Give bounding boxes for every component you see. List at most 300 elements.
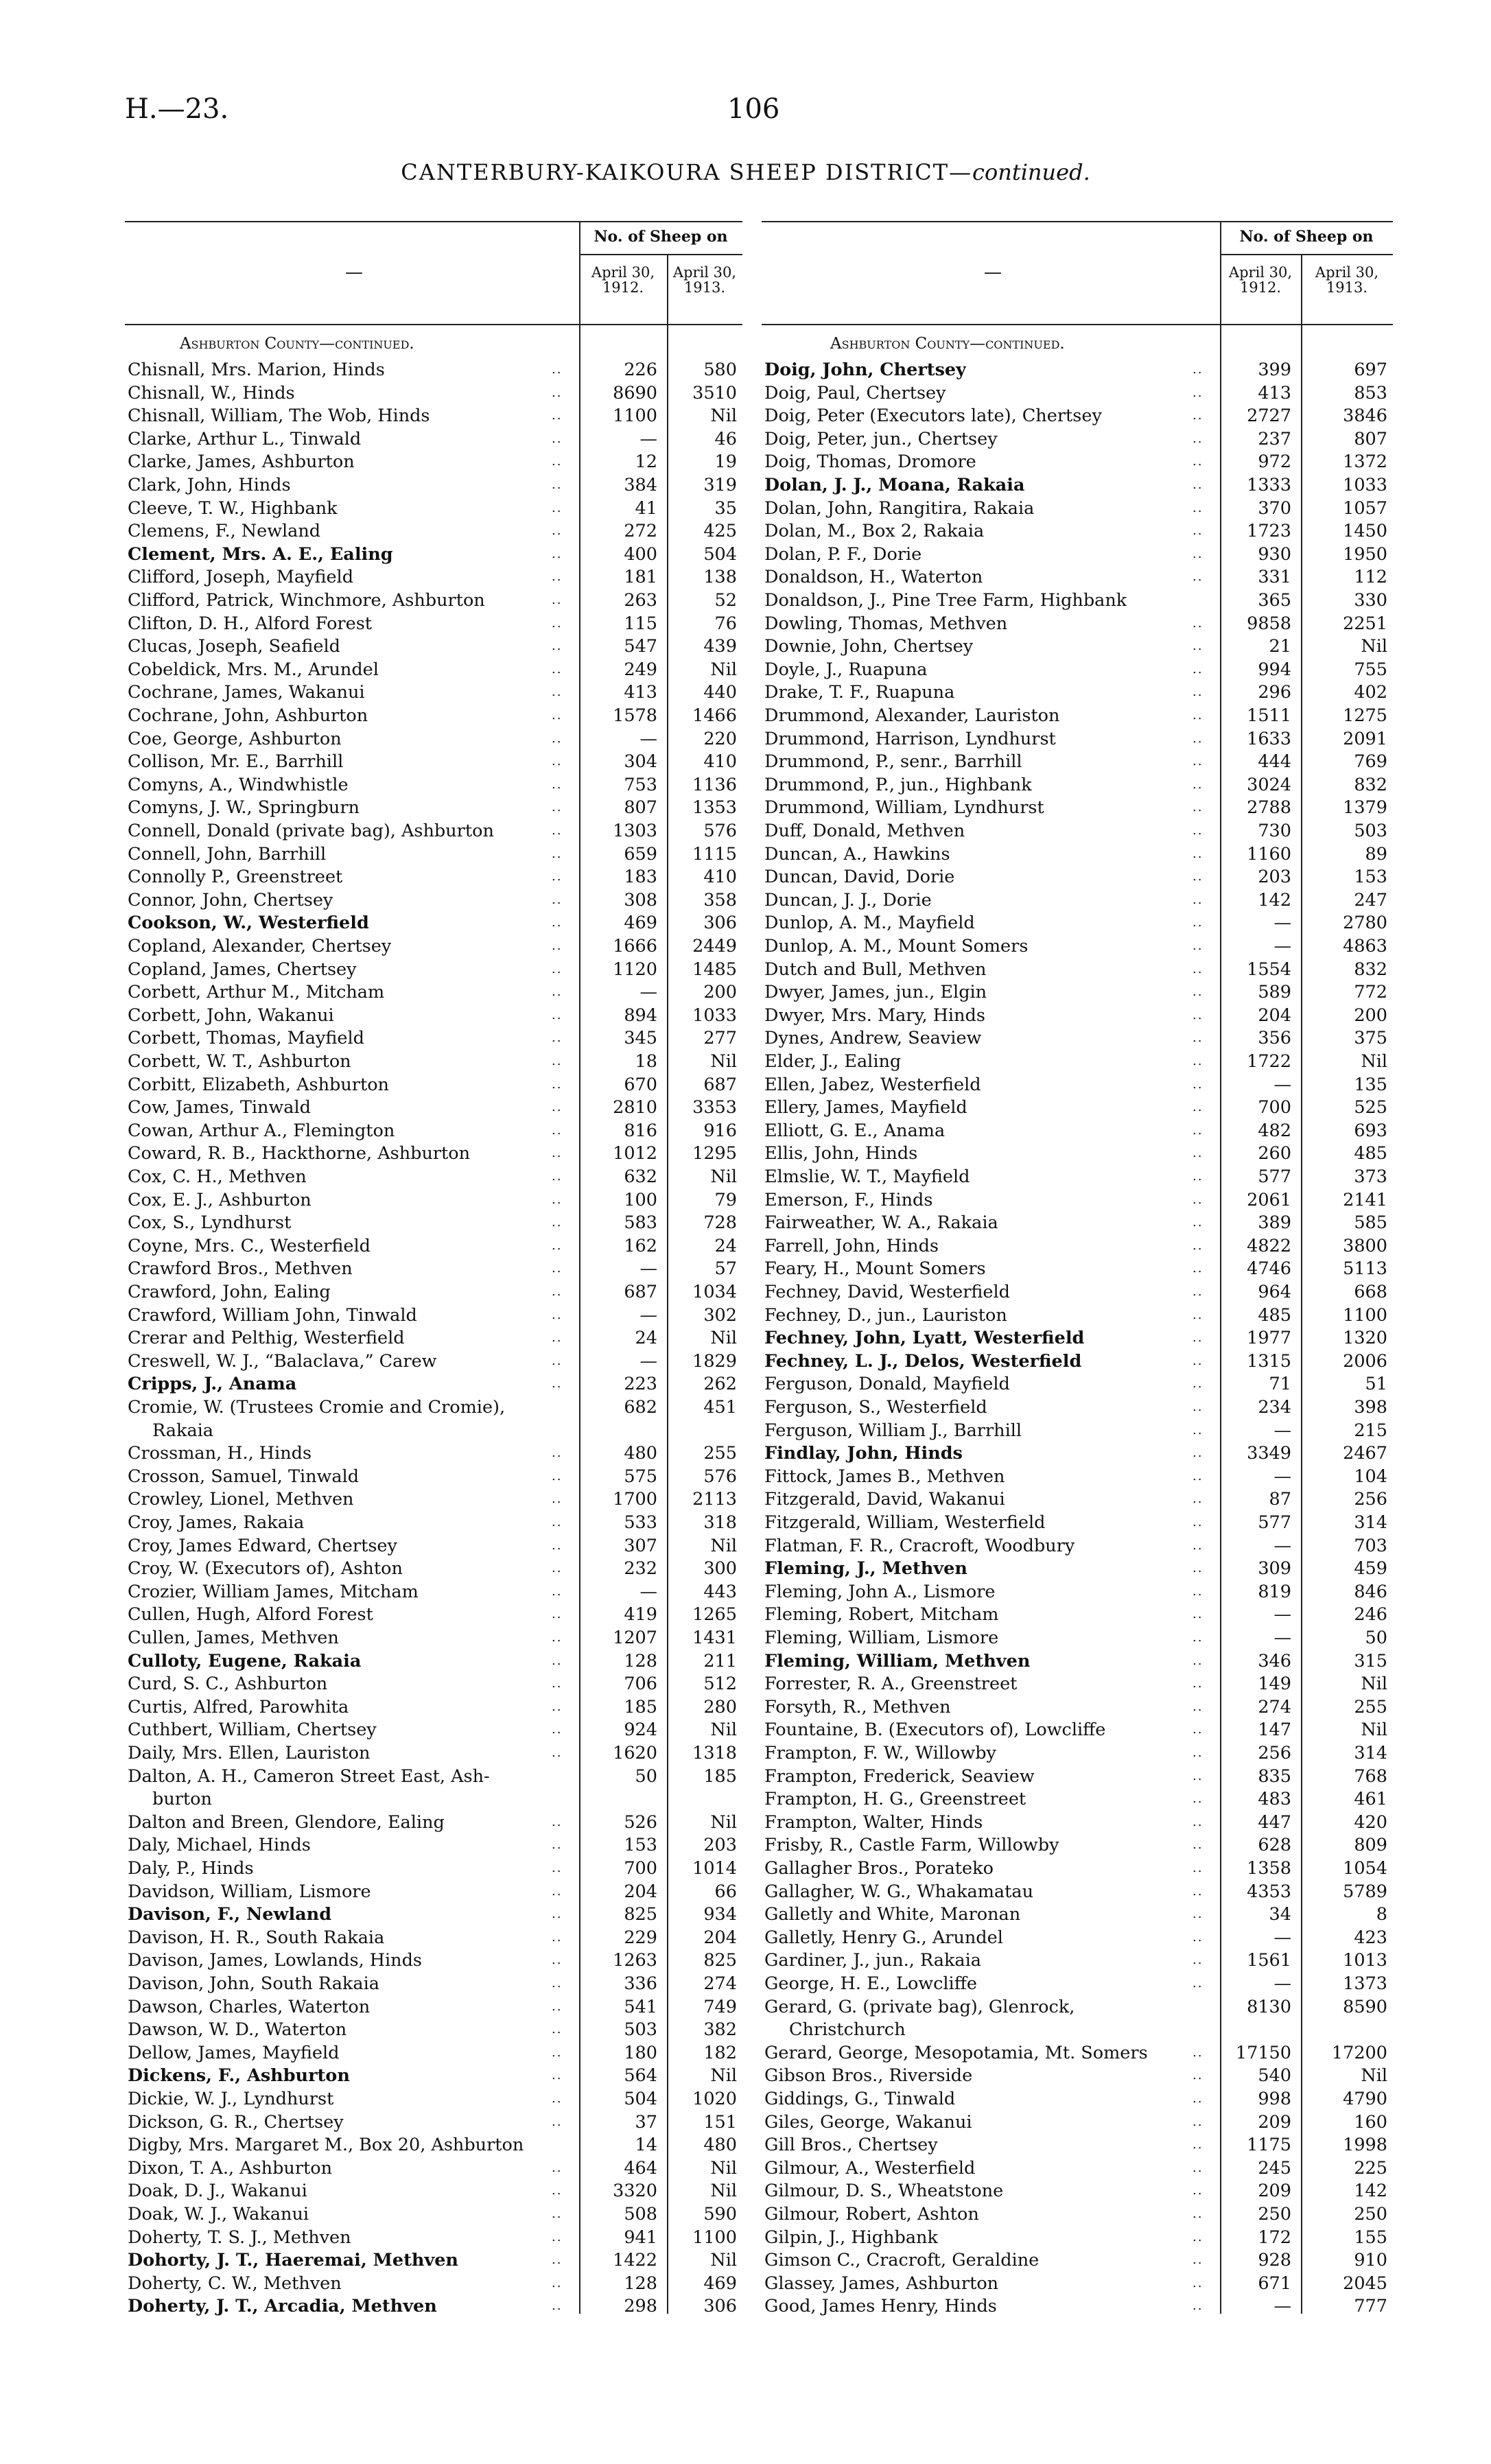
- value-1913: 373: [1354, 1166, 1387, 1187]
- table-row: [125, 705, 742, 729]
- table-row: [125, 1075, 742, 1098]
- table-row: [762, 1466, 1393, 1490]
- table-top-rule: [125, 221, 742, 222]
- row-name: Findlay, John, Hinds: [764, 1443, 963, 1464]
- value-1912: —: [1273, 1420, 1291, 1441]
- value-1913: 306: [703, 913, 737, 934]
- value-1913: 138: [703, 567, 737, 588]
- section-heading: Ashburton County—continued.: [180, 335, 414, 353]
- dot-leader: ..: [552, 408, 563, 423]
- row-name: Copland, James, Chertsey: [128, 959, 357, 980]
- value-1913: 1100: [692, 2227, 737, 2248]
- dot-leader: ..: [552, 708, 563, 723]
- dot-leader: ..: [1193, 1169, 1204, 1184]
- value-1913: 1998: [1343, 2135, 1387, 2156]
- value-1913: 1485: [692, 959, 737, 980]
- table-row: [125, 844, 742, 867]
- value-1912: 229: [624, 1927, 657, 1948]
- value-1912: 1207: [613, 1628, 657, 1648]
- dot-leader: ..: [1193, 1492, 1204, 1507]
- dot-leader: ..: [552, 570, 563, 585]
- table-row: [125, 1835, 742, 1858]
- dot-leader: ..: [552, 454, 563, 469]
- row-name: Gilmour, Robert, Ashton: [764, 2204, 979, 2225]
- row-name: Fleming, John A., Lismore: [764, 1581, 996, 1602]
- value-1913: 402: [1354, 682, 1387, 703]
- value-1912: 272: [624, 521, 657, 542]
- dot-leader: ..: [1193, 661, 1204, 677]
- dot-leader: ..: [1193, 1007, 1204, 1022]
- value-1912: 223: [624, 1374, 657, 1395]
- value-1912: 249: [624, 659, 657, 680]
- dot-leader: ..: [552, 639, 563, 654]
- value-1912: 8130: [1247, 1996, 1291, 2017]
- value-1913: 480: [703, 2135, 737, 2156]
- header-dash: —: [345, 262, 363, 283]
- value-1912: 589: [1258, 982, 1291, 1003]
- value-1912: 1160: [1247, 843, 1291, 865]
- table-row: [125, 2043, 742, 2066]
- dot-leader: ..: [552, 1929, 563, 1945]
- table-row: [125, 797, 742, 821]
- table-row: [125, 982, 742, 1005]
- row-name: Gilpin, J., Highbank: [764, 2227, 938, 2248]
- value-1913: 687: [703, 1074, 737, 1095]
- value-1913: 19: [714, 451, 737, 473]
- table-row: [762, 1743, 1393, 1766]
- row-name: Cox, C. H., Methven: [128, 1166, 307, 1187]
- value-1913: 1295: [692, 1143, 737, 1164]
- row-name: Dawson, W. D., Waterton: [128, 2019, 347, 2041]
- value-1912: 274: [1258, 1696, 1291, 1717]
- value-1913: 1034: [692, 1282, 737, 1302]
- dot-leader: ..: [1193, 731, 1204, 746]
- row-name: Cox, S., Lyndhurst: [128, 1212, 292, 1234]
- value-1913: 772: [1354, 982, 1387, 1003]
- value-1912: —: [1273, 936, 1291, 957]
- row-name: Cullen, James, Methven: [128, 1628, 339, 1648]
- value-1912: 447: [1258, 1811, 1291, 1833]
- value-1913: 459: [1354, 1558, 1387, 1580]
- dot-leader: ..: [552, 1330, 563, 1346]
- table-row: [762, 1582, 1393, 1605]
- value-1913: 585: [1354, 1212, 1387, 1234]
- dot-leader: ..: [552, 985, 563, 1000]
- row-name: Frampton, F. W., Willowby: [764, 1743, 996, 1763]
- row-name: Fechney, David, Westerfield: [764, 1282, 1010, 1302]
- row-name: Dohorty, J. T., Haeremai, Methven: [128, 2250, 458, 2271]
- value-1912: 1554: [1247, 959, 1291, 980]
- value-1912: 825: [624, 1904, 657, 1925]
- dot-leader: ..: [552, 1515, 563, 1529]
- dot-leader: ..: [552, 777, 563, 792]
- row-name: Dutch and Bull, Methven: [764, 959, 987, 980]
- table-row: [762, 1374, 1393, 1397]
- value-1913: 1320: [1343, 1328, 1387, 1349]
- row-name: Cow, James, Tinwald: [128, 1097, 311, 1118]
- table-row: [125, 1651, 742, 1674]
- table-row: [125, 890, 742, 913]
- value-1912: 941: [624, 2227, 657, 2248]
- row-name: Curd, S. C., Ashburton: [128, 1674, 328, 1695]
- table-row: [762, 705, 1393, 729]
- table-row: [125, 1328, 742, 1351]
- value-1912: 71: [1269, 1374, 1291, 1395]
- value-1913: 809: [1354, 1835, 1387, 1856]
- value-1912: 504: [624, 2089, 657, 2109]
- value-1912: 250: [1258, 2204, 1291, 2225]
- value-1912: 307: [624, 1535, 657, 1556]
- dot-leader: ..: [552, 2022, 563, 2037]
- dot-leader: ..: [1193, 2275, 1204, 2290]
- row-name: Gardiner, J., jun., Rakaia: [764, 1950, 981, 1971]
- table-row: [762, 2158, 1393, 2181]
- value-1913: 330: [1354, 590, 1387, 611]
- value-1912: 365: [1258, 590, 1291, 611]
- table-row: [762, 1835, 1393, 1858]
- dot-leader: ..: [1193, 1861, 1204, 1875]
- value-1913: 89: [1365, 843, 1387, 865]
- value-1913: Nil: [710, 406, 737, 427]
- value-1913: 314: [1354, 1512, 1387, 1533]
- row-name: Corbett, Arthur M., Mitcham: [128, 982, 385, 1003]
- value-1912: 894: [624, 1005, 657, 1026]
- value-1913: 853: [1354, 382, 1387, 403]
- dot-leader: ..: [552, 1284, 563, 1299]
- table-row: [125, 959, 742, 983]
- value-1912: 1700: [613, 1489, 657, 1510]
- row-name: Creswell, W. J., “Balaclava,” Carew: [128, 1350, 437, 1372]
- row-name: Connolly P., Greenstreet: [128, 867, 343, 888]
- value-1912: 819: [1258, 1581, 1291, 1602]
- value-1913: 262: [703, 1374, 737, 1395]
- dot-leader: ..: [552, 1999, 563, 2014]
- table-row: [762, 1628, 1393, 1651]
- value-1912: 753: [624, 774, 657, 795]
- dot-leader: ..: [552, 362, 563, 377]
- row-name: Gilmour, A., Westerfield: [764, 2157, 976, 2179]
- row-name: Connell, John, Barrhill: [128, 843, 327, 865]
- dot-leader: ..: [552, 1653, 563, 1668]
- value-1913: 1265: [692, 1604, 737, 1626]
- table-row: [762, 2227, 1393, 2251]
- dot-leader: ..: [552, 869, 563, 884]
- value-1912: 1358: [1247, 1858, 1291, 1879]
- row-name: Cowan, Arthur A., Flemington: [128, 1120, 395, 1141]
- value-1913: 2449: [692, 936, 737, 957]
- value-1913: 255: [1354, 1696, 1387, 1717]
- table-row: [125, 475, 742, 498]
- row-name: Dowling, Thomas, Methven: [764, 613, 1008, 634]
- value-1912: 209: [1258, 2181, 1291, 2202]
- section-heading: Ashburton County—continued.: [830, 335, 1065, 353]
- dot-leader: ..: [552, 1722, 563, 1737]
- dot-leader: ..: [552, 1446, 563, 1461]
- dot-leader: ..: [552, 1607, 563, 1622]
- value-1913: 66: [714, 1881, 737, 1902]
- table-row: [762, 1512, 1393, 1536]
- value-1912: 2788: [1247, 797, 1291, 819]
- value-1912: 14: [635, 2135, 657, 2156]
- table-row: [762, 2273, 1393, 2297]
- page-code: H.—23.: [125, 93, 229, 125]
- table-row: [762, 890, 1393, 913]
- value-1912: 2061: [1247, 1189, 1291, 1210]
- value-1913: 423: [1354, 1927, 1387, 1948]
- value-1913: 910: [1354, 2250, 1387, 2271]
- dot-leader: ..: [1193, 708, 1204, 723]
- value-1912: 700: [1258, 1097, 1291, 1118]
- table-row: [762, 1328, 1393, 1351]
- value-1912: 1333: [1247, 475, 1291, 495]
- dot-leader: ..: [1193, 1261, 1204, 1276]
- row-name: Ellen, Jabez, Westerfield: [764, 1074, 981, 1095]
- dot-leader: ..: [552, 1077, 563, 1092]
- value-1912: 730: [1258, 821, 1291, 841]
- table-row: [762, 867, 1393, 890]
- value-1913: 79: [714, 1189, 737, 1210]
- dot-leader: ..: [1193, 1768, 1204, 1783]
- row-name: Frampton, H. G., Greenstreet: [764, 1789, 1026, 1810]
- value-1913: 1100: [1343, 1304, 1387, 1326]
- value-1912: 547: [624, 636, 657, 657]
- table-row: [762, 1489, 1393, 1512]
- dot-leader: ..: [1193, 1838, 1204, 1853]
- value-1913: 1950: [1343, 543, 1387, 565]
- table-row: [125, 821, 742, 844]
- table-row: [125, 636, 742, 659]
- dot-leader: ..: [1193, 1077, 1204, 1092]
- value-1912: 209: [1258, 2111, 1291, 2133]
- row-name: Elmslie, W. T., Mayfield: [764, 1166, 970, 1187]
- table-row: [125, 1120, 742, 1144]
- value-1912: 153: [624, 1835, 657, 1856]
- row-name: Forsyth, R., Methven: [764, 1696, 951, 1717]
- value-1913: 160: [1354, 2111, 1387, 2133]
- row-name: Dwyer, James, jun., Elgin: [764, 982, 987, 1003]
- dot-leader: ..: [1193, 2253, 1204, 2268]
- table-row: [125, 383, 742, 406]
- value-1913: 934: [703, 1904, 737, 1925]
- value-1913: 153: [1354, 867, 1387, 888]
- row-name: Crozier, William James, Mitcham: [128, 1581, 419, 1602]
- value-1913: 1033: [692, 1005, 737, 1026]
- row-name: Elliott, G. E., Anama: [764, 1120, 946, 1141]
- value-1913: 8: [1376, 1904, 1387, 1925]
- dot-leader: ..: [1193, 615, 1204, 631]
- table-row: [762, 751, 1393, 775]
- value-1912: 256: [1258, 1743, 1291, 1763]
- dot-leader: ..: [552, 1676, 563, 1691]
- value-1913: 697: [1354, 360, 1387, 380]
- value-1913: 51: [1365, 1374, 1387, 1395]
- row-name: Daly, P., Hinds: [128, 1858, 254, 1879]
- row-name: Drummond, William, Lyndhurst: [764, 797, 1044, 819]
- row-name: Clifton, D. H., Alford Forest: [128, 613, 373, 634]
- value-1913: 246: [1354, 1604, 1387, 1626]
- row-name: Doig, John, Chertsey: [764, 360, 966, 380]
- dot-leader: ..: [552, 1953, 563, 1968]
- table-row: [762, 1973, 1393, 1997]
- table-row: [762, 521, 1393, 544]
- table-row: [762, 913, 1393, 936]
- value-1912: 4353: [1247, 1881, 1291, 1902]
- value-1912: 181: [624, 567, 657, 588]
- value-1913: 318: [703, 1512, 737, 1533]
- dot-leader: ..: [552, 1238, 563, 1253]
- row-name: Drummond, Alexander, Lauriston: [764, 705, 1060, 726]
- value-1913: 825: [703, 1950, 737, 1971]
- table-row: [762, 406, 1393, 429]
- dot-leader: ..: [552, 915, 563, 930]
- row-name: Dunlop, A. M., Mayfield: [764, 913, 975, 934]
- value-1913: 703: [1354, 1535, 1387, 1556]
- dot-leader: ..: [1193, 1468, 1204, 1483]
- value-1912: 464: [624, 2157, 657, 2179]
- page-number: 106: [727, 93, 780, 125]
- col-heading-1912: April 30, 1912.: [1228, 264, 1293, 296]
- value-1912: 260: [1258, 1143, 1291, 1164]
- dot-leader: ..: [1193, 2068, 1204, 2083]
- table-row: [762, 1190, 1393, 1213]
- row-name: Downie, John, Chertsey: [764, 636, 974, 657]
- row-name: Fechney, John, Lyatt, Westerfield: [764, 1328, 1085, 1349]
- value-1912: 185: [624, 1696, 657, 1717]
- value-1913: 382: [703, 2019, 737, 2041]
- row-name: burton: [152, 1789, 212, 1810]
- value-1912: 204: [1258, 1005, 1291, 1026]
- table-row: [762, 360, 1393, 383]
- table-row: [125, 360, 742, 383]
- dot-leader: ..: [1193, 939, 1204, 953]
- value-1913: 1829: [692, 1350, 737, 1372]
- value-1913: 504: [703, 543, 737, 565]
- value-1912: 8690: [613, 382, 657, 403]
- table-row: [125, 1258, 742, 1282]
- dot-leader: ..: [1193, 1146, 1204, 1161]
- table-row: [125, 2135, 742, 2158]
- table-row: [762, 1927, 1393, 1951]
- table-row: [125, 1420, 742, 1444]
- table-row: [125, 544, 742, 567]
- row-name: Chisnall, William, The Wob, Hinds: [128, 406, 430, 427]
- dot-leader: ..: [1193, 1100, 1204, 1115]
- value-1913: 182: [703, 2042, 737, 2063]
- value-1913: 576: [703, 1466, 737, 1487]
- value-1912: 399: [1258, 360, 1291, 380]
- table-row: [125, 1558, 742, 1582]
- dot-leader: ..: [552, 1376, 563, 1392]
- dot-leader: ..: [552, 431, 563, 446]
- value-1912: 245: [1258, 2157, 1291, 2179]
- value-1912: 483: [1258, 1789, 1291, 1810]
- row-name: Chisnall, Mrs. Marion, Hinds: [128, 360, 385, 380]
- value-1912: 162: [624, 1235, 657, 1256]
- row-name: Frisby, R., Castle Farm, Willowby: [764, 1835, 1059, 1856]
- value-1912: —: [1273, 1535, 1291, 1556]
- row-name: Doak, W. J., Wakanui: [128, 2204, 309, 2225]
- value-1912: 994: [1258, 659, 1291, 680]
- value-1913: Nil: [1361, 1720, 1387, 1741]
- table-row: [762, 2089, 1393, 2112]
- table-row: [125, 1973, 742, 1997]
- value-1912: 687: [624, 1282, 657, 1302]
- header-dash: —: [984, 262, 1002, 283]
- dot-leader: ..: [552, 1100, 563, 1115]
- value-1913: 200: [703, 982, 737, 1003]
- dot-leader: ..: [1193, 961, 1204, 976]
- row-name: Drummond, Harrison, Lyndhurst: [764, 728, 1056, 749]
- dot-leader: ..: [1193, 478, 1204, 492]
- value-1912: 1120: [613, 959, 657, 980]
- value-1913: 302: [703, 1304, 737, 1326]
- table-row: [125, 2204, 742, 2227]
- value-1913: 2113: [692, 1489, 737, 1510]
- dot-leader: ..: [1193, 800, 1204, 815]
- value-1912: —: [1273, 1466, 1291, 1487]
- value-1913: Nil: [1361, 1674, 1387, 1695]
- table-row: [125, 1697, 742, 1720]
- dot-leader: ..: [1193, 2160, 1204, 2175]
- table-row: [125, 2250, 742, 2273]
- value-1912: 50: [635, 1765, 657, 1787]
- dot-leader: ..: [1193, 2137, 1204, 2152]
- table-row: [762, 1604, 1393, 1628]
- row-name: Comyns, A., Windwhistle: [128, 774, 349, 795]
- table-row: [762, 1881, 1393, 1905]
- row-name: Clemens, F., Newland: [128, 521, 321, 542]
- table-row: [762, 636, 1393, 659]
- value-1913: 2091: [1343, 728, 1387, 749]
- row-name: Coward, R. B., Hackthorne, Ashburton: [128, 1143, 471, 1164]
- row-name: Daily, Mrs. Ellen, Lauriston: [128, 1743, 371, 1763]
- table-row: [762, 1904, 1393, 1927]
- table-row: [125, 1212, 742, 1236]
- table-row: [125, 1628, 742, 1651]
- dot-leader: ..: [1193, 1953, 1204, 1968]
- value-1912: —: [639, 728, 657, 749]
- value-1913: 155: [1354, 2227, 1387, 2248]
- table-row: [762, 1720, 1393, 1743]
- value-1912: 18: [635, 1051, 657, 1072]
- value-1912: 308: [624, 889, 657, 911]
- value-1912: 1303: [613, 821, 657, 841]
- row-name: Doyle, J., Ruapuna: [764, 659, 928, 680]
- value-1912: 34: [1269, 1904, 1291, 1925]
- table-row: [125, 2273, 742, 2297]
- group-heading: [1220, 229, 1393, 244]
- dot-leader: ..: [552, 2183, 563, 2198]
- table-row: [125, 2227, 742, 2251]
- table-row: [762, 2204, 1393, 2227]
- table-row: [125, 1927, 742, 1951]
- table-row: [762, 544, 1393, 567]
- row-name: Gerard, G. (private bag), Glenrock,: [764, 1996, 1075, 2017]
- value-1912: 356: [1258, 1028, 1291, 1049]
- table-row: [762, 1536, 1393, 1559]
- table-row: [125, 1351, 742, 1374]
- value-1913: 728: [703, 1212, 737, 1234]
- value-1912: 149: [1258, 1674, 1291, 1695]
- value-1913: Nil: [710, 1535, 737, 1556]
- table-row: [125, 913, 742, 936]
- row-name: Dunlop, A. M., Mount Somers: [764, 936, 1029, 957]
- row-name: Fountaine, B. (Executors of), Lowcliffe: [764, 1720, 1106, 1741]
- row-name: Giles, George, Wakanui: [764, 2111, 972, 2133]
- value-1913: 512: [703, 1674, 737, 1695]
- value-1912: —: [1273, 1074, 1291, 1095]
- value-1913: 1318: [692, 1743, 737, 1763]
